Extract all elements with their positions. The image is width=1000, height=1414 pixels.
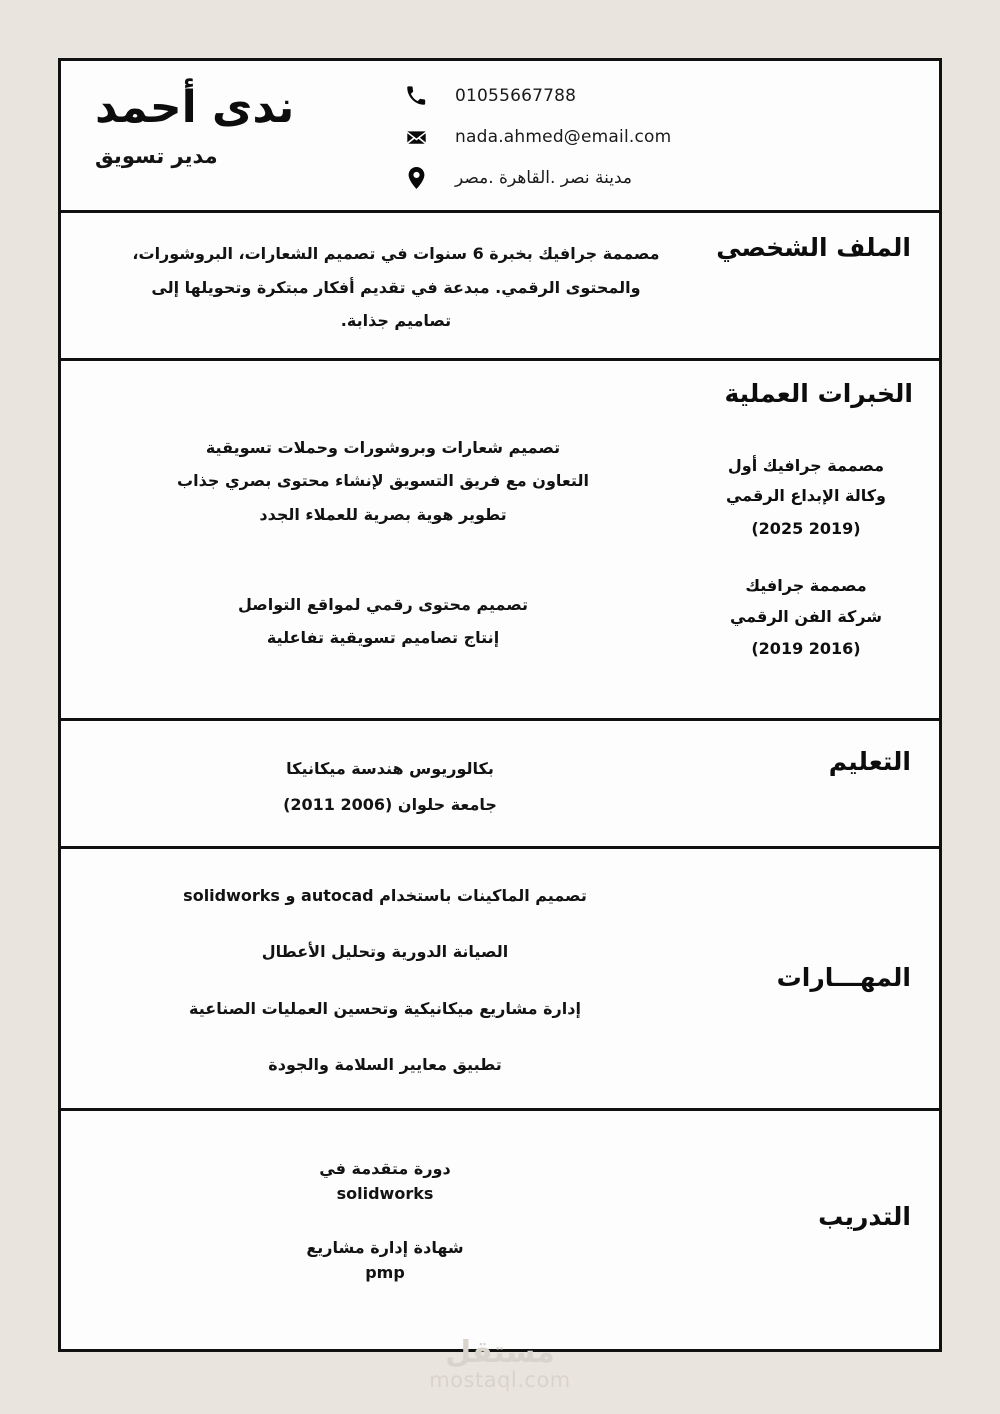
skill-item: تطبيق معايير السلامة والجودة [268, 1054, 502, 1074]
experience-title-column [691, 361, 939, 718]
location-pin-icon [405, 167, 427, 189]
experience-company: شركة الفن الرقمي [729, 606, 883, 626]
training-item [89, 1236, 681, 1286]
profile-title-column [691, 213, 939, 358]
experience-bullet-group [85, 588, 681, 655]
experience-bullet: إنتاج تصاميم تسويقية تفاعلية [266, 628, 500, 648]
resume-card [58, 58, 942, 1352]
phone-icon [405, 85, 427, 107]
watermark-arabic: مستقل [445, 1334, 555, 1370]
experience-bullet: تطوير هوية بصرية للعملاء الجدد [259, 504, 507, 524]
profile-summary-text: مصممة جرافيك بخبرة 6 سنوات في تصميم الشعارات، البروشورات، والمحتوى الرقمي. مبدعة في تقديم أفكار مبتكرة وتحويلها إلى تصاميم جذابة. [132, 244, 660, 331]
training-item [89, 1157, 681, 1207]
resume-header [61, 61, 939, 213]
experience-section-title: الخبرات العملية [724, 378, 913, 408]
experience-bullet: تصميم شعارات وبروشورات وحملات تسويقية [205, 437, 561, 457]
experience-company: وكالة الإبداع الرقمي [725, 486, 886, 506]
experience-entry-meta [705, 451, 913, 545]
contact-location[interactable] [405, 167, 899, 189]
education-degree: بكالوريوس هندسة ميكانيكا [286, 758, 494, 778]
experience-period: (2019 2016) [751, 638, 861, 658]
experience-role: مصممة جرافيك أول [727, 455, 885, 475]
identity-block [91, 79, 405, 168]
experience-bullet: التعاون مع فريق التسويق لإنشاء محتوى بصري جذاب [177, 471, 589, 491]
section-education [61, 721, 939, 849]
watermark-english: mostaql.com [429, 1368, 571, 1392]
education-title-column [691, 721, 939, 846]
contact-email[interactable] [405, 126, 899, 148]
skills-title-column [691, 849, 939, 1108]
skills-section-title: المهـــارات [776, 963, 911, 993]
education-body [61, 721, 691, 846]
experience-bullet-group [85, 431, 681, 532]
skill-item: الصيانة الدورية وتحليل الأعطال [261, 942, 509, 962]
profile-body [61, 213, 691, 358]
envelope-icon [405, 126, 427, 148]
training-body [61, 1111, 691, 1323]
phone-value: 01055667788 [455, 85, 577, 106]
education-section-title: التعليم [828, 746, 911, 776]
profile-section-title: الملف الشخصي [716, 233, 911, 262]
skills-body [61, 849, 691, 1108]
experience-role: مصممة جرافيك [745, 576, 867, 596]
contact-list [405, 79, 909, 189]
training-section-title: التدريب [818, 1201, 911, 1231]
location-value: مدينة نصر .القاهرة .مصر [455, 167, 633, 188]
skill-item: تصميم الماكينات باستخدام autocad و solidworks [183, 885, 587, 905]
training-item-english: pmp [365, 1263, 405, 1283]
experience-body [61, 361, 691, 718]
training-item-arabic: دورة متقدمة في [319, 1158, 451, 1178]
training-title-column [691, 1111, 939, 1323]
training-item-english: solidworks [336, 1183, 434, 1203]
experience-period: (2025 2019) [751, 518, 861, 538]
contact-phone[interactable] [405, 85, 899, 107]
section-experience [61, 361, 939, 721]
education-institution: جامعة حلوان (2006 2011) [283, 794, 497, 814]
section-training [61, 1111, 939, 1323]
candidate-job-title: مدير تسويق [95, 144, 218, 169]
section-profile [61, 213, 939, 361]
training-item-arabic: شهادة إدارة مشاريع [306, 1238, 464, 1258]
skill-item: إدارة مشاريع ميكانيكية وتحسين العمليات الصناعية [189, 998, 581, 1018]
candidate-name: ندى أحمد [95, 82, 295, 133]
experience-bullet: تصميم محتوى رقمي لمواقع التواصل [237, 594, 529, 614]
section-skills [61, 849, 939, 1111]
experience-entry-meta [705, 571, 913, 665]
email-value: nada.ahmed@email.com [455, 126, 672, 147]
